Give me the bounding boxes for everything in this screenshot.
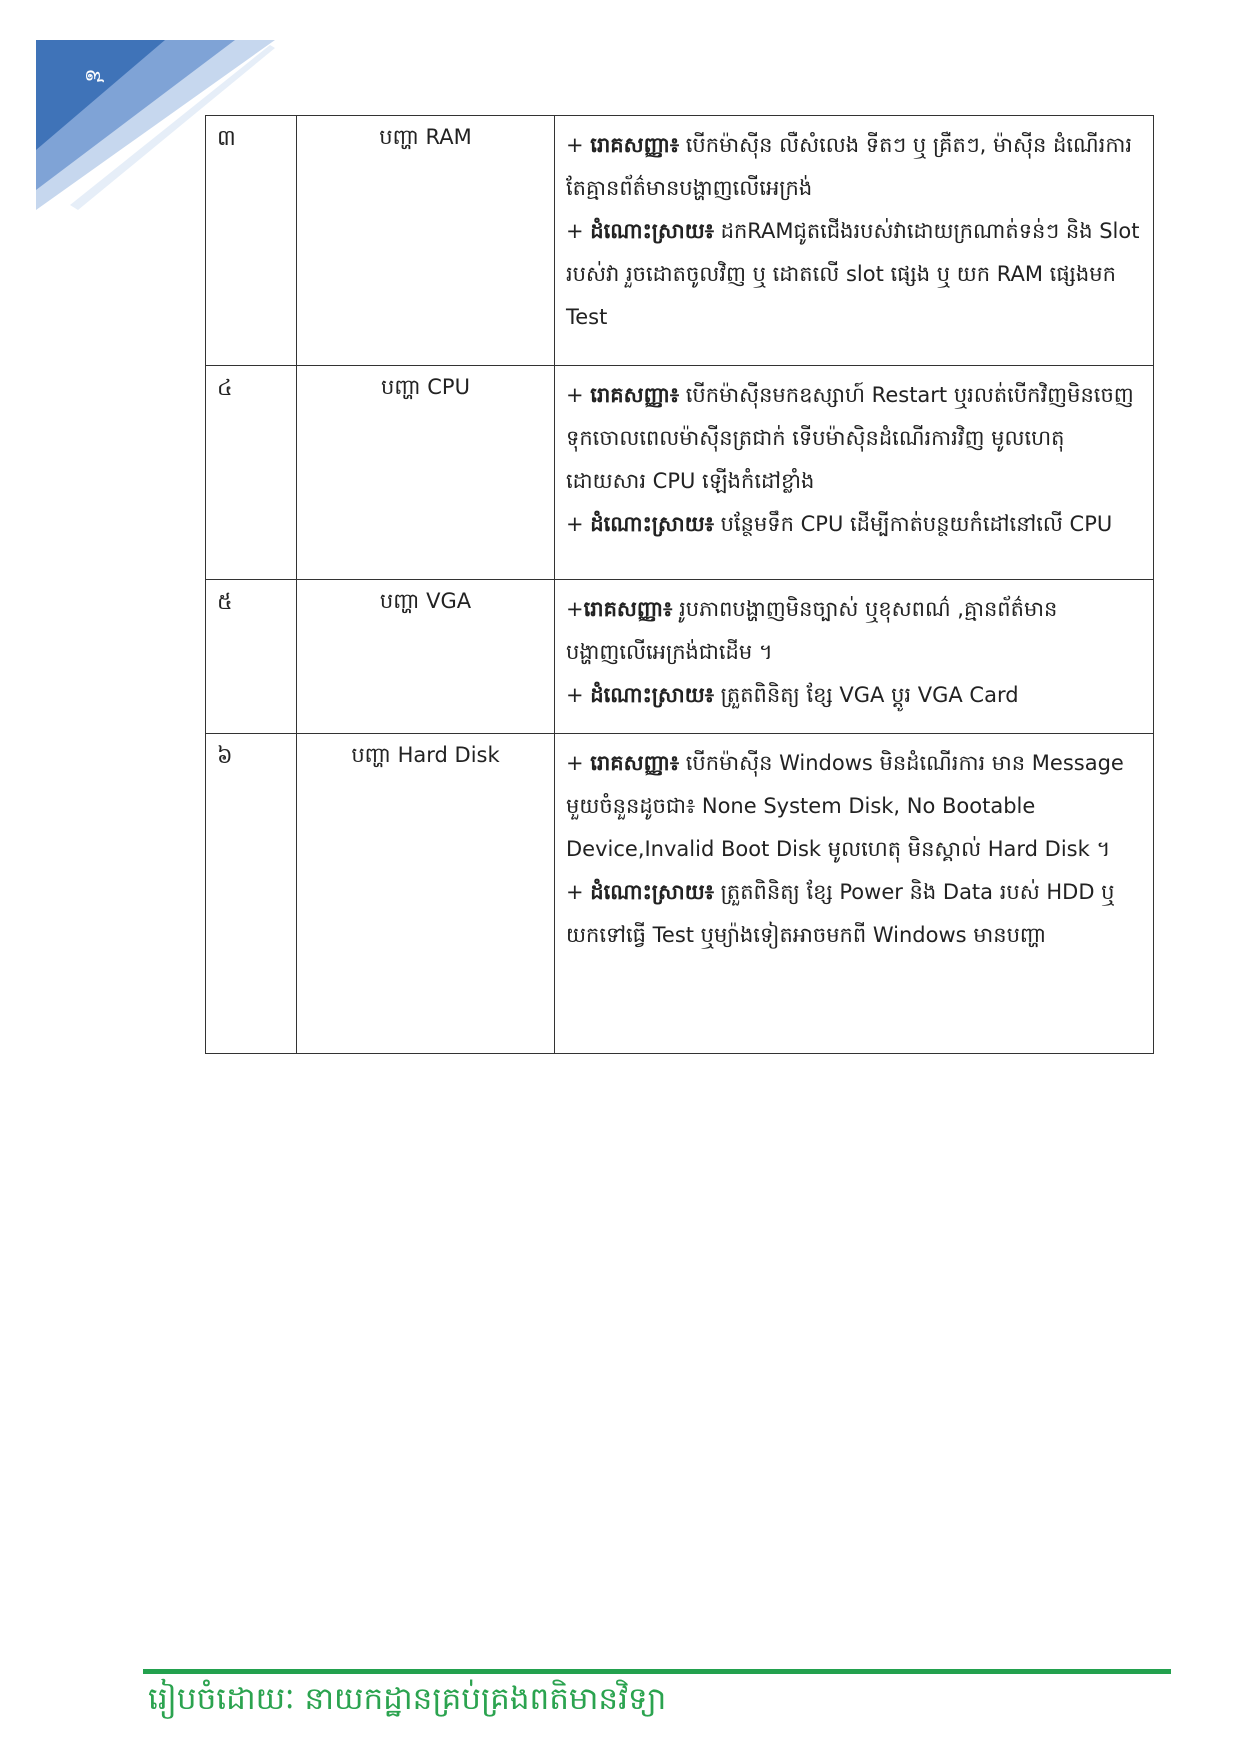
- row-number: ៥: [206, 580, 297, 734]
- footer-divider: [143, 1669, 1171, 1674]
- symptom-paragraph: + រោគសញ្ញា៖ បើកម៉ាស៊ីន Windows មិនដំណើរការ មាន Message មួយចំនួនដូចជា៖ None System Disk, No Bootable Device,Invalid Boot Disk មូលហេតុ មិនស្គាល់ Hard Disk ។: [566, 751, 1124, 861]
- symptom-paragraph: +រោគសញ្ញា៖ រូបភាពបង្ហាញមិនច្បាស់ ឬខុសពណ៌ ,គ្មានព័ត៌មានបង្ហាញលើអេក្រង់ជាដើម ។: [566, 597, 1058, 664]
- symptom-text: បើកម៉ាស៊ីន លឺសំលេង ទីតៗ ឬ គ្រឺតៗ, ម៉ាស៊ីន ដំណើរការ តែគ្មានព័ត៌មានបង្ហាញលើអេក្រង់: [566, 133, 1132, 200]
- symptom-label: រោគសញ្ញា៖: [583, 597, 673, 621]
- row-number: ៦: [206, 734, 297, 1054]
- solution-label: ដំណោះស្រាយ៖: [590, 683, 714, 707]
- solution-label: ដំណោះស្រាយ៖: [590, 512, 714, 536]
- solution-paragraph: + ដំណោះស្រាយ៖ ត្រួតពិនិត្យ ខ្សែ VGA ប្តូរ VGA Card: [566, 683, 1019, 707]
- solution-text: ត្រួតពិនិត្យ ខ្សែ VGA ប្តូរ VGA Card: [713, 683, 1019, 707]
- symptom-text: បើកម៉ាស៊ីនមកឧស្សាហ៍ Restart ឬរលត់បើកវិញមិនចេញទុកចោលពេលម៉ាស៊ីនត្រជាក់ ទើបម៉ាស៊ិនដំណើរការវិញ មូលហេតុដោយសារ CPU ឡើងកំដៅខ្លាំង: [566, 383, 1134, 493]
- table-row: [206, 580, 1154, 734]
- solution-paragraph: + ដំណោះស្រាយ៖ ដកRAMជូតជើងរបស់វាដោយក្រណាត់ទន់ៗ និង Slot របស់វា រួចដោតចូលវិញ ឬ ដោតលើ slot ផ្សេង ឬ យក RAM ផ្សេងមក Test: [566, 219, 1140, 329]
- symptom-text: បើកម៉ាស៊ីន Windows មិនដំណើរការ មាន Message មួយចំនួនដូចជា៖ None System Disk, No Bootable Device,Invalid Boot Disk មូលហេតុ មិនស្គាល់ Hard Disk ។: [566, 751, 1124, 861]
- issue-name: បញ្ហា RAM: [297, 116, 555, 366]
- symptom-paragraph: + រោគសញ្ញា៖ បើកម៉ាស៊ីន លឺសំលេង ទីតៗ ឬ គ្រឺតៗ, ម៉ាស៊ីន ដំណើរការ តែគ្មានព័ត៌មានបង្ហាញលើអេក្រង់: [566, 133, 1132, 200]
- symptom-text: រូបភាពបង្ហាញមិនច្បាស់ ឬខុសពណ៌ ,គ្មានព័ត៌មានបង្ហាញលើអេក្រង់ជាដើម ។: [566, 597, 1058, 664]
- issue-description: [555, 116, 1154, 366]
- issue-name: បញ្ហា VGA: [297, 580, 555, 734]
- issue-description: [555, 734, 1154, 1054]
- symptom-paragraph: + រោគសញ្ញា៖ បើកម៉ាស៊ីនមកឧស្សាហ៍ Restart ឬរលត់បើកវិញមិនចេញទុកចោលពេលម៉ាស៊ីនត្រជាក់ ទើបម៉ាស៊ិនដំណើរការវិញ មូលហេតុដោយសារ CPU ឡើងកំដៅខ្លាំង: [566, 383, 1134, 493]
- solution-text: ត្រួតពិនិត្យ ខ្សែ Power និង Data របស់ HDD ឬ យកទៅធ្វើ Test ឬម្យ៉ាងទៀតអាចមកពី Windows មានបញ្ហា: [566, 880, 1115, 947]
- issue-description: [555, 580, 1154, 734]
- symptom-label: រោគសញ្ញា៖: [590, 383, 680, 407]
- solution-label: ដំណោះស្រាយ៖: [590, 880, 714, 904]
- row-number: ៣: [206, 116, 297, 366]
- symptom-label: រោគសញ្ញា៖: [590, 751, 680, 775]
- issues-table: [205, 115, 1154, 1054]
- table-row: [206, 116, 1154, 366]
- page-number: ៩: [80, 68, 105, 84]
- symptom-label: រោគសញ្ញា៖: [590, 133, 680, 157]
- table-row: [206, 734, 1154, 1054]
- issue-description: [555, 366, 1154, 580]
- solution-label: ដំណោះស្រាយ៖: [590, 219, 714, 243]
- footer-credit: រៀបចំដោយៈ នាយកដ្ឋានគ្រប់គ្រងពតិមានវិទ្យា: [148, 1681, 667, 1717]
- issue-name: បញ្ហា CPU: [297, 366, 555, 580]
- issue-name: បញ្ហា Hard Disk: [297, 734, 555, 1054]
- solution-paragraph: + ដំណោះស្រាយ៖ បន្ថែមទឹក CPU ដើម្បីកាត់បន្ថយកំដៅនៅលើ CPU: [566, 512, 1113, 536]
- solution-text: បន្ថែមទឹក CPU ដើម្បីកាត់បន្ថយកំដៅនៅលើ CPU: [713, 512, 1113, 536]
- table-row: [206, 366, 1154, 580]
- solution-text: ដកRAMជូតជើងរបស់វាដោយក្រណាត់ទន់ៗ និង Slot របស់វា រួចដោតចូលវិញ ឬ ដោតលើ slot ផ្សេង ឬ យក RAM ផ្សេងមក Test: [566, 219, 1140, 329]
- solution-paragraph: + ដំណោះស្រាយ៖ ត្រួតពិនិត្យ ខ្សែ Power និង Data របស់ HDD ឬ យកទៅធ្វើ Test ឬម្យ៉ាងទៀតអាចមកពី Windows មានបញ្ហា: [566, 880, 1115, 947]
- row-number: ៤: [206, 366, 297, 580]
